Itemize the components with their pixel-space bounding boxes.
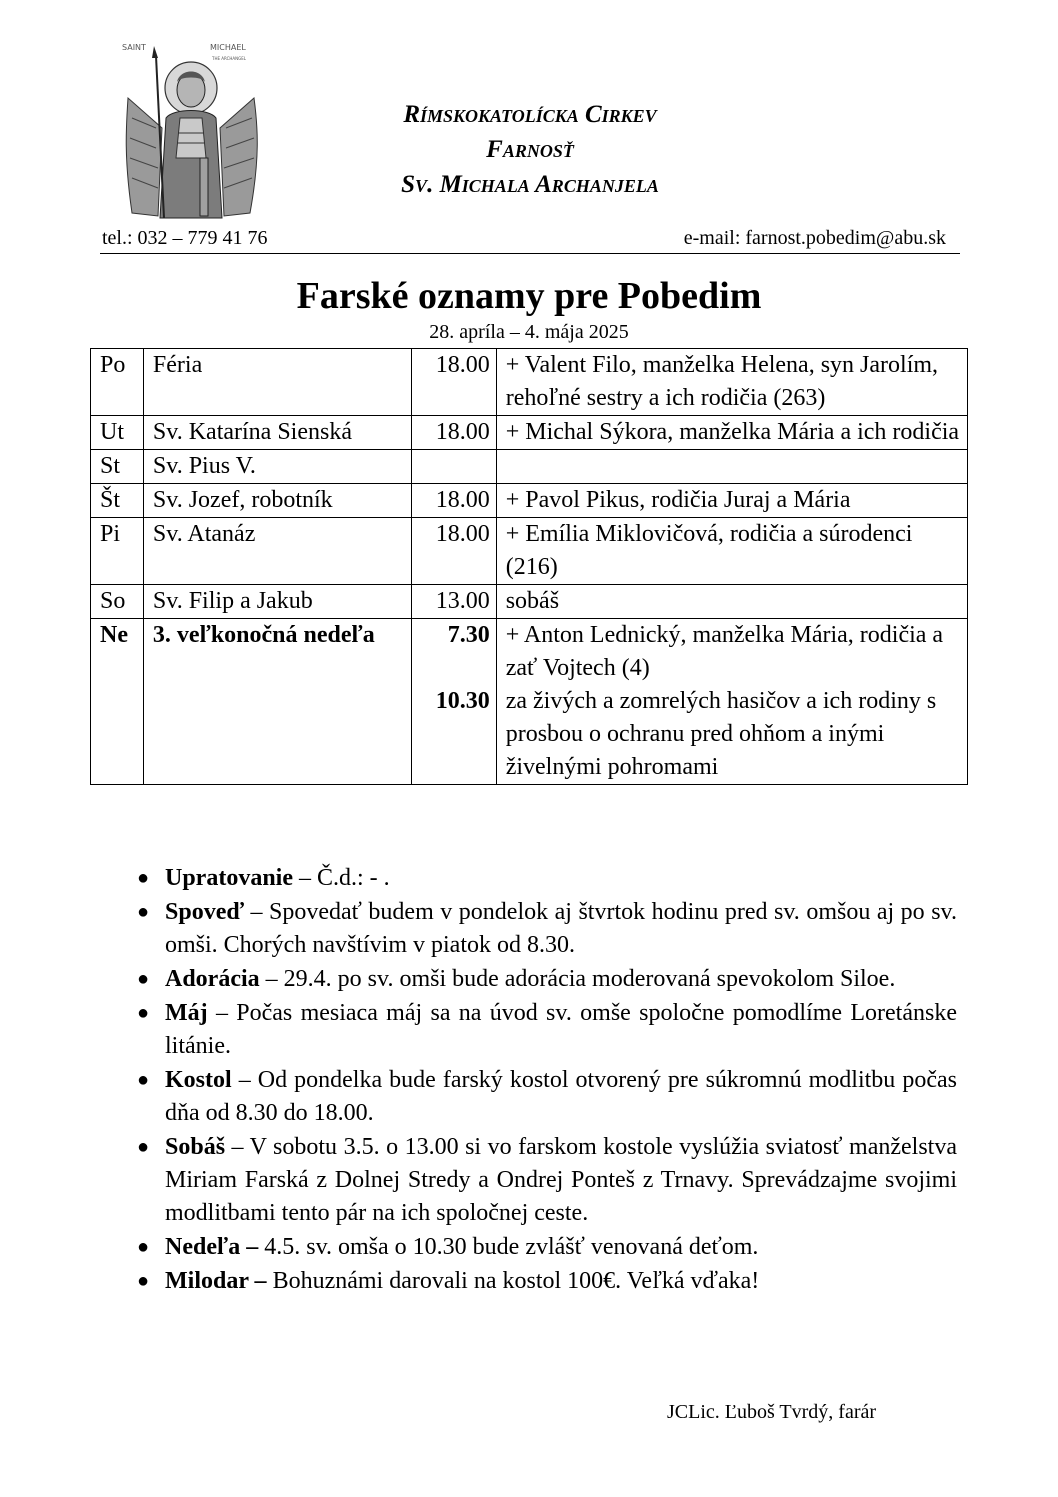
bullet-icon: ●: [137, 901, 150, 923]
table-row: [91, 518, 968, 585]
logo-subtext: THE ARCHANGEL: [212, 56, 246, 61]
bullet-icon: ●: [137, 968, 150, 990]
note-text: – Č.d.: - .: [293, 865, 390, 891]
note-label: Upratovanie: [165, 865, 293, 891]
list-item: [135, 896, 957, 962]
header-line-patron: Sv. Michala Archanjela: [401, 171, 659, 198]
note-text: – 29.4. po sv. omši bude adorácia moderovaná spevokolom Siloe.: [259, 966, 896, 992]
day-cell: So: [91, 585, 144, 619]
schedule-table: [90, 348, 968, 785]
table-row: [91, 619, 968, 785]
saint-cell: Sv. Atanáz: [143, 518, 411, 585]
table-row: [91, 450, 968, 484]
time-cell-group: [411, 619, 496, 785]
date-range: 28. apríla – 4. mája 2025: [429, 321, 629, 343]
list-item: [135, 963, 957, 996]
table-row: [91, 349, 968, 416]
note-label: Adorácia: [165, 966, 260, 992]
bullet-icon: ●: [137, 1136, 150, 1158]
list-item: [135, 862, 957, 895]
email-address: e-mail: farnost.pobedim@abu.sk: [683, 227, 946, 249]
saint-cell: Sv. Katarína Sienská: [143, 416, 411, 450]
saint-cell: 3. veľkonočná nedeľa: [143, 619, 411, 785]
note-text: – Spovedať budem v pondelok aj štvrtok hodinu pred sv. omšou aj po sv. omši. Chorých navštívim v piatok od 8.30.: [165, 899, 957, 958]
time-cell: 18.00: [411, 484, 496, 518]
header-line-church: Rímskokatolícka Cirkev: [403, 101, 657, 128]
intention-cell: + Emília Miklovičová, rodičia a súrodenci (216): [496, 518, 967, 585]
table-row: [91, 585, 968, 619]
note-label: Spoveď: [165, 899, 244, 925]
saint-cell: Sv. Filip a Jakub: [143, 585, 411, 619]
bullet-icon: ●: [137, 1236, 150, 1258]
bullet-icon: ●: [137, 1002, 150, 1024]
day-cell: Ne: [91, 619, 144, 785]
intention-cell: + Valent Filo, manželka Helena, syn Jarolím, rehoľné sestry a ich rodičia (263): [496, 349, 967, 416]
list-item: [135, 1064, 957, 1130]
day-cell: Po: [91, 349, 144, 416]
note-text: – Od pondelka bude farský kostol otvorený pre súkromnú modlitbu počas dňa od 8.30 do 18.00.: [165, 1067, 957, 1126]
logo-text-michael: MICHAEL: [210, 43, 246, 52]
page-title: Farské oznamy pre Pobedim: [296, 275, 762, 317]
note-label: Sobáš: [165, 1134, 226, 1160]
list-item: [135, 997, 957, 1063]
note-text: 4.5. sv. omša o 10.30 bude zvlášť venovaná deťom.: [258, 1234, 759, 1260]
list-item: [135, 1265, 957, 1298]
note-text: – Počas mesiaca máj sa na úvod sv. omše spoločne pomodlíme Loretánske litánie.: [165, 1000, 957, 1059]
note-text: – V sobotu 3.5. o 13.00 si vo farskom kostole vyslúžia sviatosť manželstva Miriam Farská z Dolnej Stredy a Ondrej Ponteš z Trnavy. Sprevádzajme svojimi modlitbami tento pár na ich spoločnej ceste.: [165, 1134, 957, 1226]
table-row: [91, 484, 968, 518]
note-label: Nedeľa –: [165, 1234, 259, 1260]
time-cell: [411, 450, 496, 484]
intention-cell: za živých a zomrelých hasičov a ich rodiny s prosbou o ochranu pred ohňom a inými živelnými pohromami: [505, 688, 937, 780]
note-label: Kostol: [165, 1067, 232, 1093]
saint-cell: Sv. Jozef, robotník: [143, 484, 411, 518]
intention-cell-group: [496, 619, 967, 785]
note-label: Máj: [165, 1000, 208, 1026]
saint-michael-icon-image: [118, 38, 264, 224]
time-cell: 18.00: [411, 518, 496, 585]
time-cell: 18.00: [411, 349, 496, 416]
intention-cell: sobáš: [496, 585, 967, 619]
note-label: Milodar –: [165, 1268, 267, 1294]
day-cell: Ut: [91, 416, 144, 450]
bullet-icon: ●: [137, 1270, 150, 1292]
header-line-parish: Farnosť: [486, 136, 574, 163]
saint-cell: Féria: [143, 349, 411, 416]
saint-cell: Sv. Pius V.: [143, 450, 411, 484]
intention-cell: + Pavol Pikus, rodičia Juraj a Mária: [496, 484, 967, 518]
bullet-icon: ●: [137, 1069, 150, 1091]
signature: JCLic. Ľuboš Tvrdý, farár: [667, 1401, 877, 1423]
table-row: [91, 416, 968, 450]
intention-cell: [496, 450, 967, 484]
phone-number: tel.: 032 – 779 41 76: [102, 227, 268, 249]
parish-header: [300, 97, 760, 202]
intention-cell: + Anton Lednický, manželka Mária, rodičia a zať Vojtech (4): [505, 622, 944, 681]
time-cell: 13.00: [411, 585, 496, 619]
time-cell: 7.30: [447, 622, 490, 648]
time-cell: 18.00: [411, 416, 496, 450]
announcements-list: [135, 862, 957, 1299]
logo-text-saint: SAINT: [122, 43, 146, 52]
list-item: [135, 1131, 957, 1230]
time-cell: 10.30: [435, 688, 490, 714]
day-cell: Št: [91, 484, 144, 518]
day-cell: Pi: [91, 518, 144, 585]
contact-row: [100, 225, 960, 254]
note-text: Bohuznámi darovali na kostol 100€. Veľká vďaka!: [266, 1268, 760, 1294]
day-cell: St: [91, 450, 144, 484]
list-item: [135, 1231, 957, 1264]
intention-cell: + Michal Sýkora, manželka Mária a ich rodičia: [496, 416, 967, 450]
bullet-icon: ●: [137, 867, 150, 889]
